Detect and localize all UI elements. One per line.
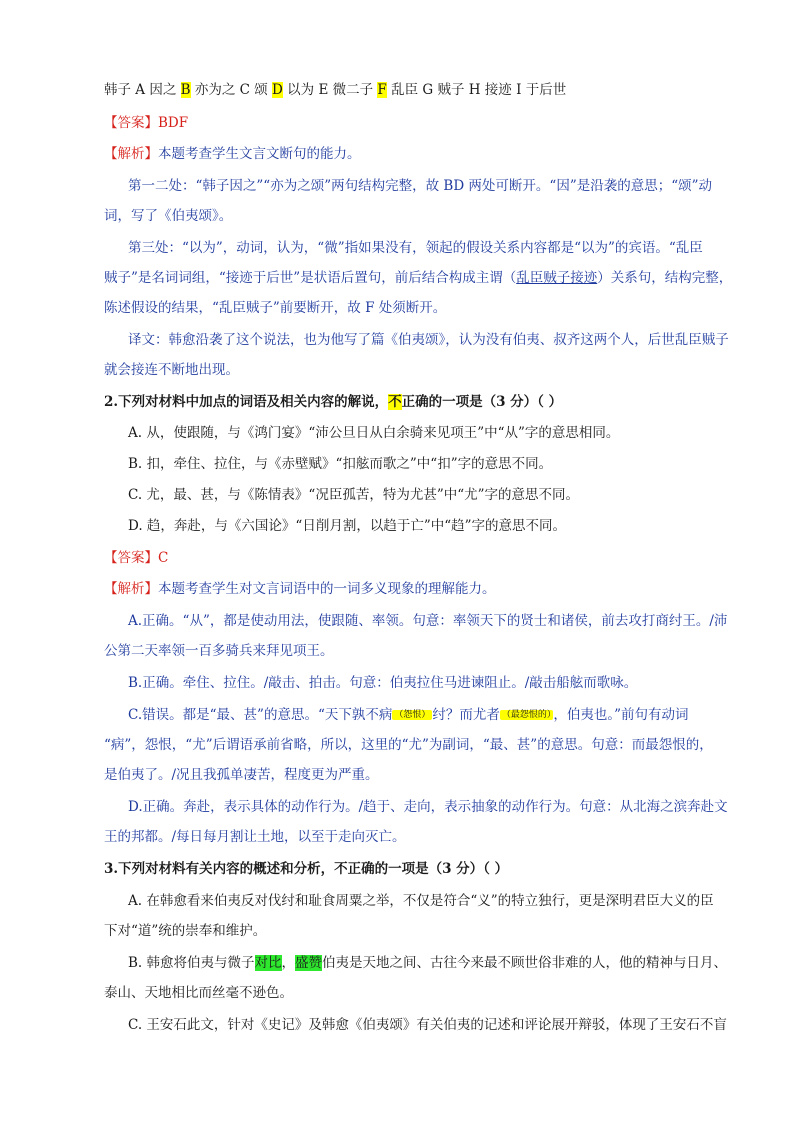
text-segment: BDF [158,115,189,131]
text-line-q3a2 [104,921,794,941]
text-segment: 2.下列对材料中加点的词语及相关内容的解说， [104,394,389,410]
text-line-ans1 [104,113,794,133]
text-segment: 泰山、天地相比而丝毫不逊色。 [104,985,293,1001]
text-segment: D. 趋，奔赴，与《六国论》“日削月割，以趋于亡”中“趋”字的意思不同。 [128,518,567,534]
text-segment: C. 尤，最、甚，与《陈情表》“况臣孤苦，特为尤甚”中“尤”字的意思不同。 [128,487,580,503]
text-line-q3b1 [128,953,794,973]
text-segment: 王的邦都。/每日每月割让土地，以至于走向灭亡。 [104,829,406,845]
text-segment: C [158,550,169,566]
highlighted-text: 对比 [254,955,282,971]
text-segment: 乱臣 G 贼子 H 接迹 I 于后世 [386,82,567,98]
text-line-b1 [128,673,794,693]
highlighted-text: 盛赞 [295,955,323,971]
text-segment: 第三处：“以为”，动词，认为，“微”指如果没有，领起的假设关系内容都是“以为”的宾语。“乱臣 [128,240,703,256]
text-segment: 公第二天率领一百多骑兵来拜见项王。 [104,643,334,659]
text-line-p2b [104,268,794,288]
text-segment: 下对“道”统的崇奉和维护。 [104,923,267,939]
text-line-p1b [104,206,794,226]
text-line-p1a [128,176,794,196]
text-line-q3 [104,859,794,879]
text-line-ans2 [104,548,794,568]
annotation-note: （怨恨） [394,710,431,720]
text-line-q2b [128,454,794,474]
text-line-d2 [104,827,794,847]
text-line-c1 [128,705,794,725]
text-segment: 本题考查学生文言文断句的能力。 [158,146,361,162]
text-segment: 词，写了《伯夷颂》。 [104,208,233,224]
text-line-q2 [104,392,794,412]
text-segment: ，伯夷也。”前句有动词 [553,707,689,723]
text-segment: A. 从，使跟随，与《鸿门宴》“沛公旦日从白余骑来见项王”中“从”字的意思相同。 [128,425,620,441]
text-line-jx1 [104,144,794,164]
highlighted-text: B [180,82,191,98]
text-segment: 是伯夷了。/况且我孤单凄苦，程度更为严重。 [104,767,379,783]
text-line-q3c1 [128,1015,794,1035]
text-segment: 【解析】 [104,581,158,597]
text-segment: 【答案】 [104,115,158,131]
text-line-c3 [104,765,794,785]
text-segment: A.正确。“从”，都是使动用法，使跟随、率领。句意：率领天下的贤士和诸侯，前去攻打商纣王。/沛 [128,613,728,629]
text-segment: 3.下列对材料有关内容的概述和分析，不正确的一项是（3 分）（ ） [104,861,509,877]
text-segment: 韩子 A 因之 [104,82,181,98]
text-segment: 以为 E 微二子 [282,82,378,98]
text-segment: 第一二处：“韩子因之”“亦为之颂”两句结构完整，故 BD 两处可断开。“因”是沿袭的意思；“颂”动 [128,178,713,194]
text-segment: B. 扣，牵住、拉住，与《赤壁赋》“扣舷而歌之”中“扣”字的意思不同。 [128,456,553,472]
text-line-a2 [104,641,794,661]
text-segment: 本题考查学生对文言词语中的一词多义现象的理解能力。 [158,581,496,597]
text-segment: 纣？而尤者 [432,707,500,723]
text-line-p3a [128,330,794,350]
highlighted-text: D [272,82,283,98]
text-segment: 译文：韩愈沿袭了这个说法，也为他写了篇《伯夷颂》，认为没有伯夷、叔齐这两个人，后世乱臣贼子 [128,332,729,348]
text-line-q2c [128,485,794,505]
text-line-q3b2 [104,983,794,1003]
text-segment: C.错误。都是“最、甚”的意思。“天下孰不病 [128,707,393,723]
text-segment: 亦为之 C 颂 [190,82,273,98]
text-line-q3a1 [128,891,794,911]
text-line-d1 [128,797,794,817]
text-segment: C. 王安石此文，针对《史记》及韩愈《伯夷颂》有关伯夷的记述和评论展开辩驳，体现了王安石不盲 [128,1017,727,1033]
text-segment: 伯夷是天地之间、古往今来最不顾世俗非难的人，他的精神与日月、 [322,955,728,971]
highlighted-text: F [377,82,387,98]
annotation-note: （最怨恨的） [501,710,552,720]
text-segment: 【解析】 [104,146,158,162]
text-segment: 【答案】 [104,550,158,566]
text-line-top1 [104,80,794,100]
text-segment: 就会接连不断地出现。 [104,362,239,378]
text-segment: ， [281,955,296,971]
text-line-c2 [104,735,794,755]
text-segment: ）关系句，结构完整， [597,270,733,286]
text-segment: 乱臣贼子接迹 [516,270,598,286]
text-segment: 陈述假设的结果，“乱臣贼子”前要断开，故 F 处须断开。 [104,300,447,316]
text-line-q2a [128,423,794,443]
text-segment: D.正确。奔赴，表示具体的动作行为。/趋于、走向，表示抽象的动作行为。句意：从北海之滨奔赴文 [128,799,728,815]
text-line-p3b [104,360,794,380]
text-segment: A. 在韩愈看来伯夷反对伐纣和耻食周粟之举，不仅是符合“义”的特立独行，更是深明君臣大义的臣 [128,893,714,909]
highlighted-text: 不 [388,394,402,410]
text-segment: “病”，怨恨，“尤”后谓语承前省略，所以，这里的“尤”为副词，“最、甚”的意思。句意：而最怨恨的， [104,737,713,753]
text-line-p2a [128,238,794,258]
text-line-q2d [128,516,794,536]
text-segment: 贼子”是名词词组，“接迹于后世”是状语后置句，前后结合构成主谓（ [104,270,517,286]
text-segment: B. 韩愈将伯夷与微子 [128,955,255,971]
text-line-a1 [128,611,794,631]
text-segment: 正确的一项是（3 分）（ ） [401,394,563,410]
text-line-p2c [104,298,794,318]
text-line-jx2 [104,579,794,599]
text-segment: B.正确。牵住、拉住。/敲击、拍击。句意：伯夷拉住马进谏阻止。/敲击船舷而歌咏。 [128,675,638,691]
